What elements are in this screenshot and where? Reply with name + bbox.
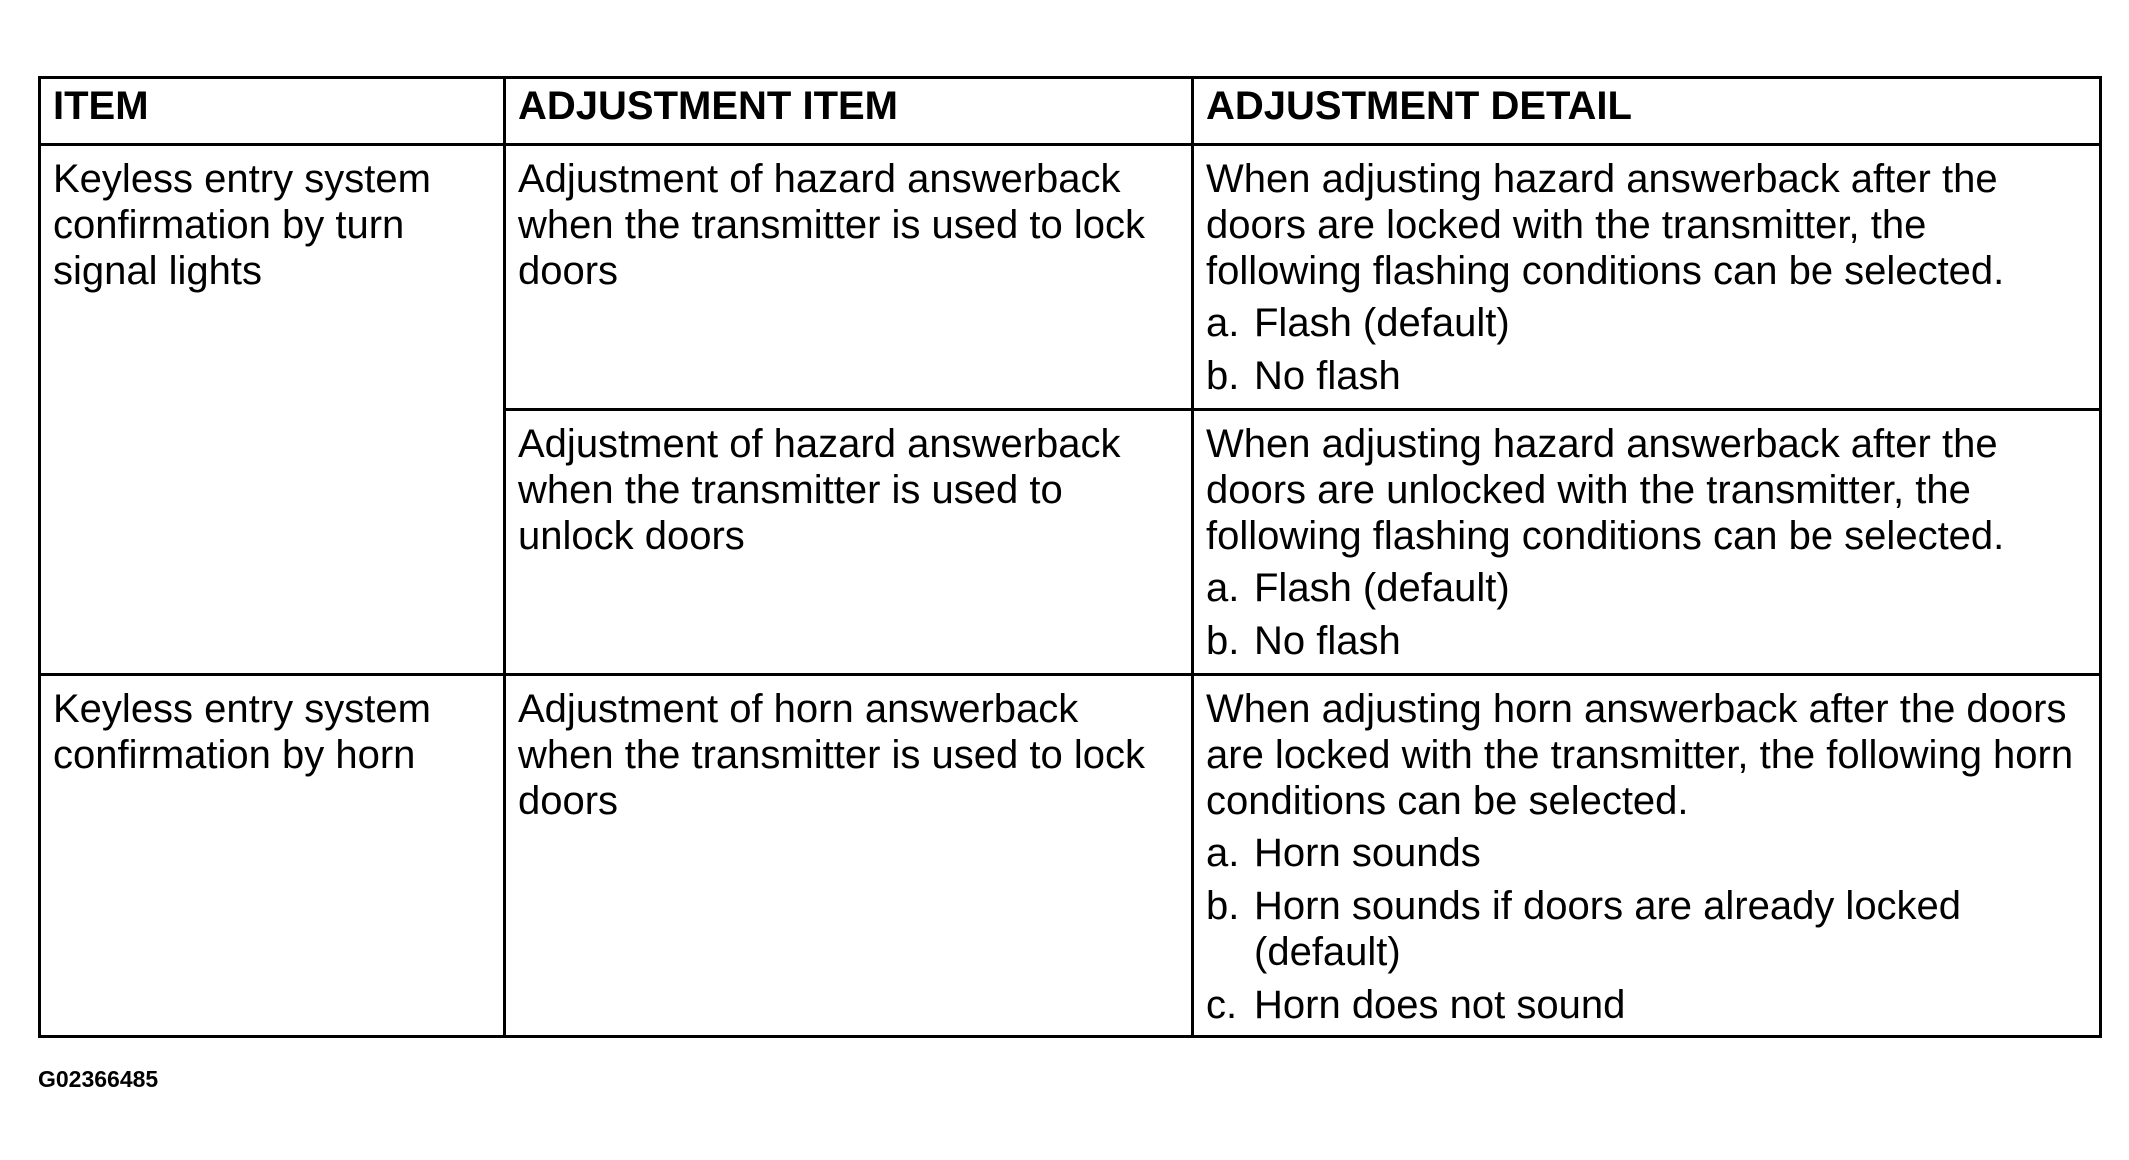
adjustment-item-cell	[505, 145, 1193, 410]
option-text: Flash (default)	[1254, 566, 1510, 610]
option-item	[1206, 618, 2099, 664]
table-header-row	[40, 78, 2101, 145]
adjustment-item-text: Adjustment of horn answerback when the transmitter is used to lock doors	[518, 687, 1145, 823]
option-text: Horn sounds if doors are already locked (default)	[1254, 884, 1962, 974]
header-adjustment-item: ADJUSTMENT ITEM	[505, 78, 1193, 145]
adjustment-item-cell	[505, 410, 1193, 675]
figure-id: G02366485	[38, 1066, 159, 1092]
option-list	[1194, 565, 2099, 664]
option-item	[1206, 830, 2099, 876]
option-text: Flash (default)	[1254, 301, 1510, 345]
option-letter: a.	[1206, 831, 1240, 875]
item-text: Keyless entry system confirmation by turn signal lights	[53, 157, 431, 293]
header-item: ITEM	[40, 78, 505, 145]
adjustment-detail-cell	[1193, 675, 2101, 1037]
option-text: Horn sounds	[1254, 831, 1481, 875]
adjustment-detail-cell	[1193, 145, 2101, 410]
option-letter: b.	[1206, 884, 1240, 928]
table-row	[40, 145, 2101, 410]
option-item	[1206, 300, 2099, 346]
option-letter: a.	[1206, 566, 1240, 610]
adjustment-detail-text: When adjusting hazard answerback after the doors are locked with the transmitter, the following flashing conditions can be selected.	[1206, 157, 2005, 293]
option-letter: a.	[1206, 301, 1240, 345]
item-cell	[40, 145, 505, 675]
adjustment-detail-text: When adjusting hazard answerback after the doors are unlocked with the transmitter, the following flashing conditions can be selected.	[1206, 422, 2005, 558]
option-letter: b.	[1206, 619, 1240, 663]
option-letter: c.	[1206, 983, 1238, 1027]
option-text: No flash	[1254, 354, 1401, 398]
option-letter: b.	[1206, 354, 1240, 398]
option-item	[1206, 883, 2099, 975]
table-row	[40, 675, 2101, 1037]
item-cell	[40, 675, 505, 1037]
option-list	[1194, 300, 2099, 399]
adjustment-item-cell	[505, 675, 1193, 1037]
option-list	[1194, 830, 2099, 1028]
adjustment-detail-cell	[1193, 410, 2101, 675]
adjustment-item-text: Adjustment of hazard answerback when the transmitter is used to lock doors	[518, 157, 1145, 293]
adjustment-item-text: Adjustment of hazard answerback when the transmitter is used to unlock doors	[518, 422, 1121, 558]
option-item	[1206, 982, 2099, 1028]
item-text: Keyless entry system confirmation by horn	[53, 687, 431, 777]
header-adjustment-detail: ADJUSTMENT DETAIL	[1193, 78, 2101, 145]
option-text: No flash	[1254, 619, 1401, 663]
option-item	[1206, 353, 2099, 399]
adjustment-detail-text: When adjusting horn answerback after the doors are locked with the transmitter, the following horn conditions can be selected.	[1206, 687, 2074, 823]
adjustment-table	[38, 76, 2102, 1038]
option-text: Horn does not sound	[1254, 983, 1626, 1027]
option-item	[1206, 565, 2099, 611]
